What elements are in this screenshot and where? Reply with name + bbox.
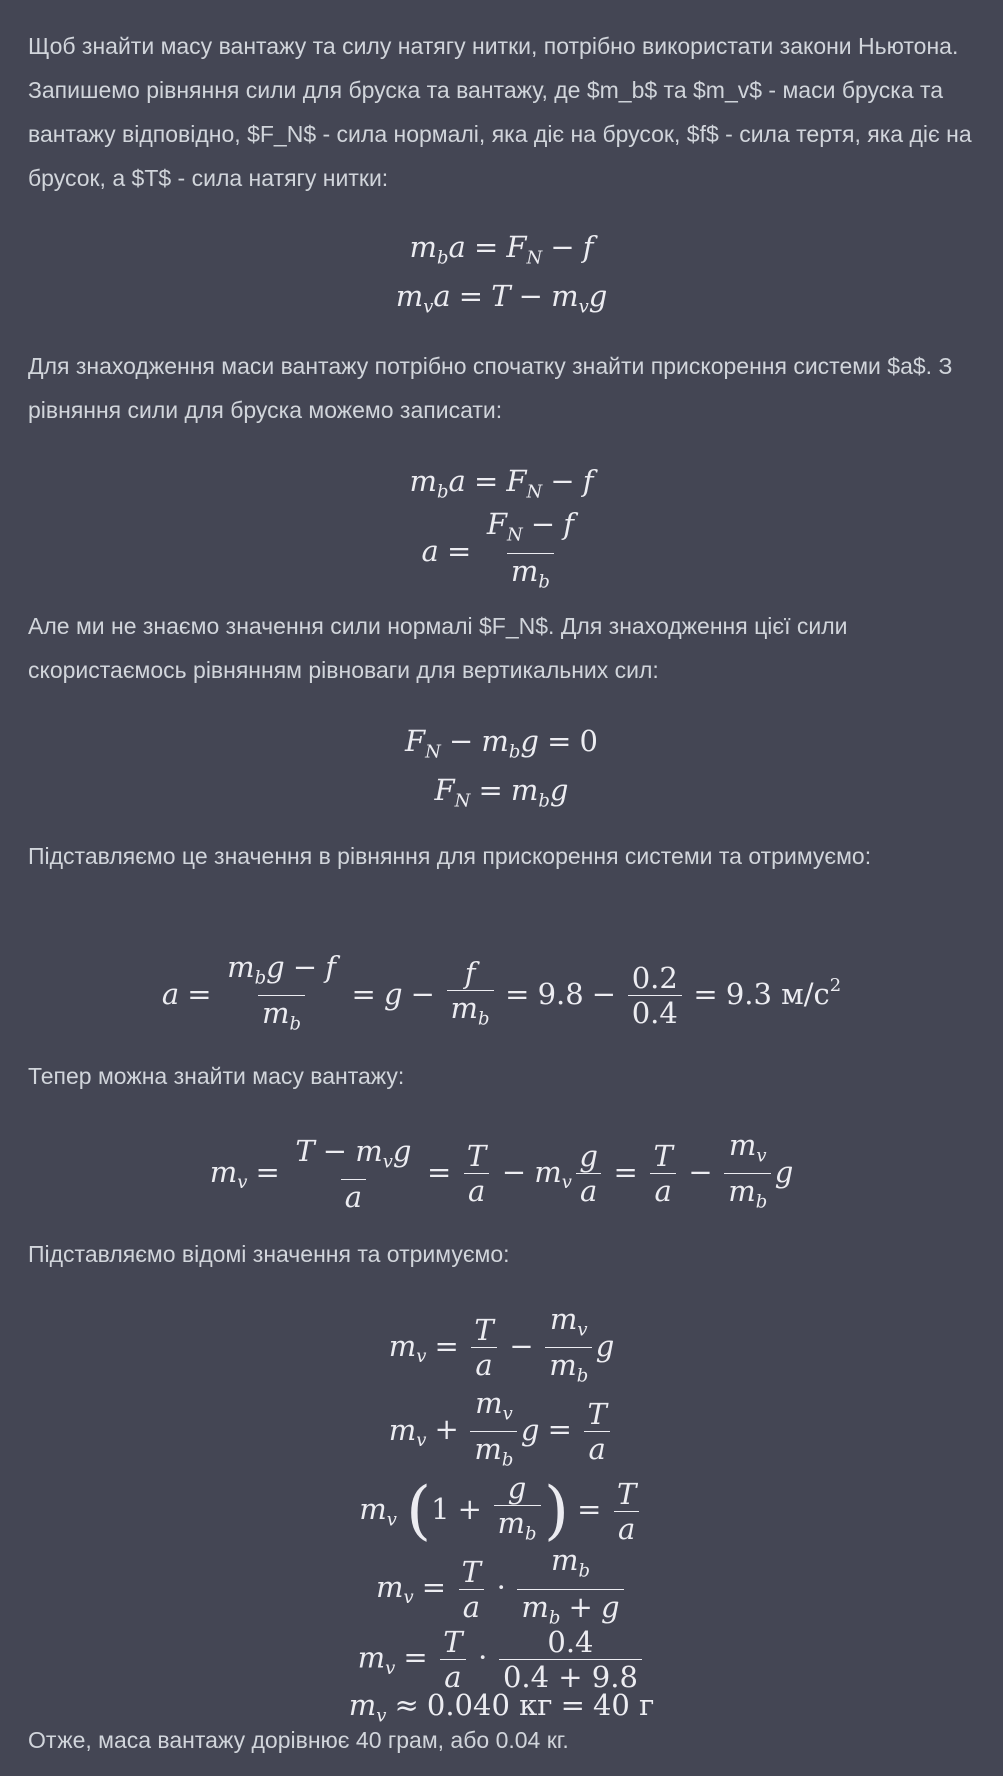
equation-block-acceleration-value	[0, 950, 1003, 1042]
equation-line: a = $\frac{F_N - f}{m_b}$	[0, 507, 1003, 599]
equation-line: $m_v$ = $\frac{T}{a}$ − $\frac{m_v}{m_b}$ g	[0, 1302, 1003, 1394]
equation-line: $m_v$ = $\frac{T - m_vg}{a}$ = $\frac{T}{a}$ − $m_v$ $\frac{g}{a}$ = $\frac{T}{a}$ − $\frac{m_v}{m_b}$ g	[0, 1128, 1003, 1220]
equation-line: $m_v$ = $\frac{T}{a}$ · $\frac{0.4}{0.4 + 9.8}$	[0, 1625, 1003, 1694]
equation-block-mass-derivation	[0, 1302, 1003, 1735]
equation-line: a = $\frac{m_bg - f}{m_b}$ = g − $\frac{f}{m_b}$ = 9.8 − $\frac{0.2}{0.4}$ = 9.3 $м/с^2$	[0, 950, 1003, 1042]
equation-line: $m_v$ (1 + $\frac{g}{m_b}$ ) = $\frac{T}{a}$	[0, 1471, 1003, 1551]
equation-line: $m_ba = F_N - f$	[409, 230, 594, 269]
paragraph-normal-force: Але ми не знаємо значення сили нормалі $F_N$. Для знаходження цієї сили скористаємось рівнянням рівноваги для вертикальних сил:	[28, 613, 848, 683]
paragraph-conclusion: Отже, маса вантажу дорівнює 40 грам, або 0.04 кг.	[28, 1727, 569, 1753]
paragraph-intro: Щоб знайти масу вантажу та силу натягу нитки, потрібно використати закони Ньютона. Запишемо рівняння сили для бруска та вантажу, де $m_b$ та $m_v$ - маси бруска та вантажу відповідно, $F_N$ - сила нормалі, яка діє на брусок, $f$ - сила тертя, яка діє на брусок, а $T$ - сила натягу нитки:	[28, 33, 972, 191]
equation-block-acceleration	[0, 462, 1003, 599]
equation-line: $m_v$ + $\frac{m_v}{m_b}$ g = $\frac{T}{a}$	[0, 1386, 1003, 1478]
equation-line: $F_N - m_bg = 0$	[405, 724, 598, 763]
equation-line: $m_v \approx 0.040$ кг = 40 г	[348, 1687, 655, 1727]
paragraph-find-mass: Тепер можна знайти масу вантажу:	[28, 1063, 405, 1089]
equation-line: $m_v$ = $\frac{T}{a}$ · $\frac{m_b}{m_b + g}$	[0, 1543, 1003, 1635]
paragraph-substitute: Підставляємо це значення в рівняння для прискорення системи та отримуємо:	[28, 843, 872, 869]
equation-block-forces	[0, 228, 1003, 327]
paragraph-known-values: Підставляємо відомі значення та отримуємо:	[28, 1241, 510, 1267]
equation-block-mass-formula	[0, 1128, 1003, 1220]
equation-line: $F_N = m_bg$	[434, 773, 569, 812]
equation-line: $m_va = T - m_vg$	[395, 279, 608, 318]
paragraph-acceleration: Для знаходження маси вантажу потрібно спочатку знайти прискорення системи $a$. З рівняння сили для бруска можемо записати:	[28, 353, 953, 423]
equation-block-normal-force	[0, 722, 1003, 821]
equation-line: $m_ba = F_N - f$	[409, 464, 594, 503]
